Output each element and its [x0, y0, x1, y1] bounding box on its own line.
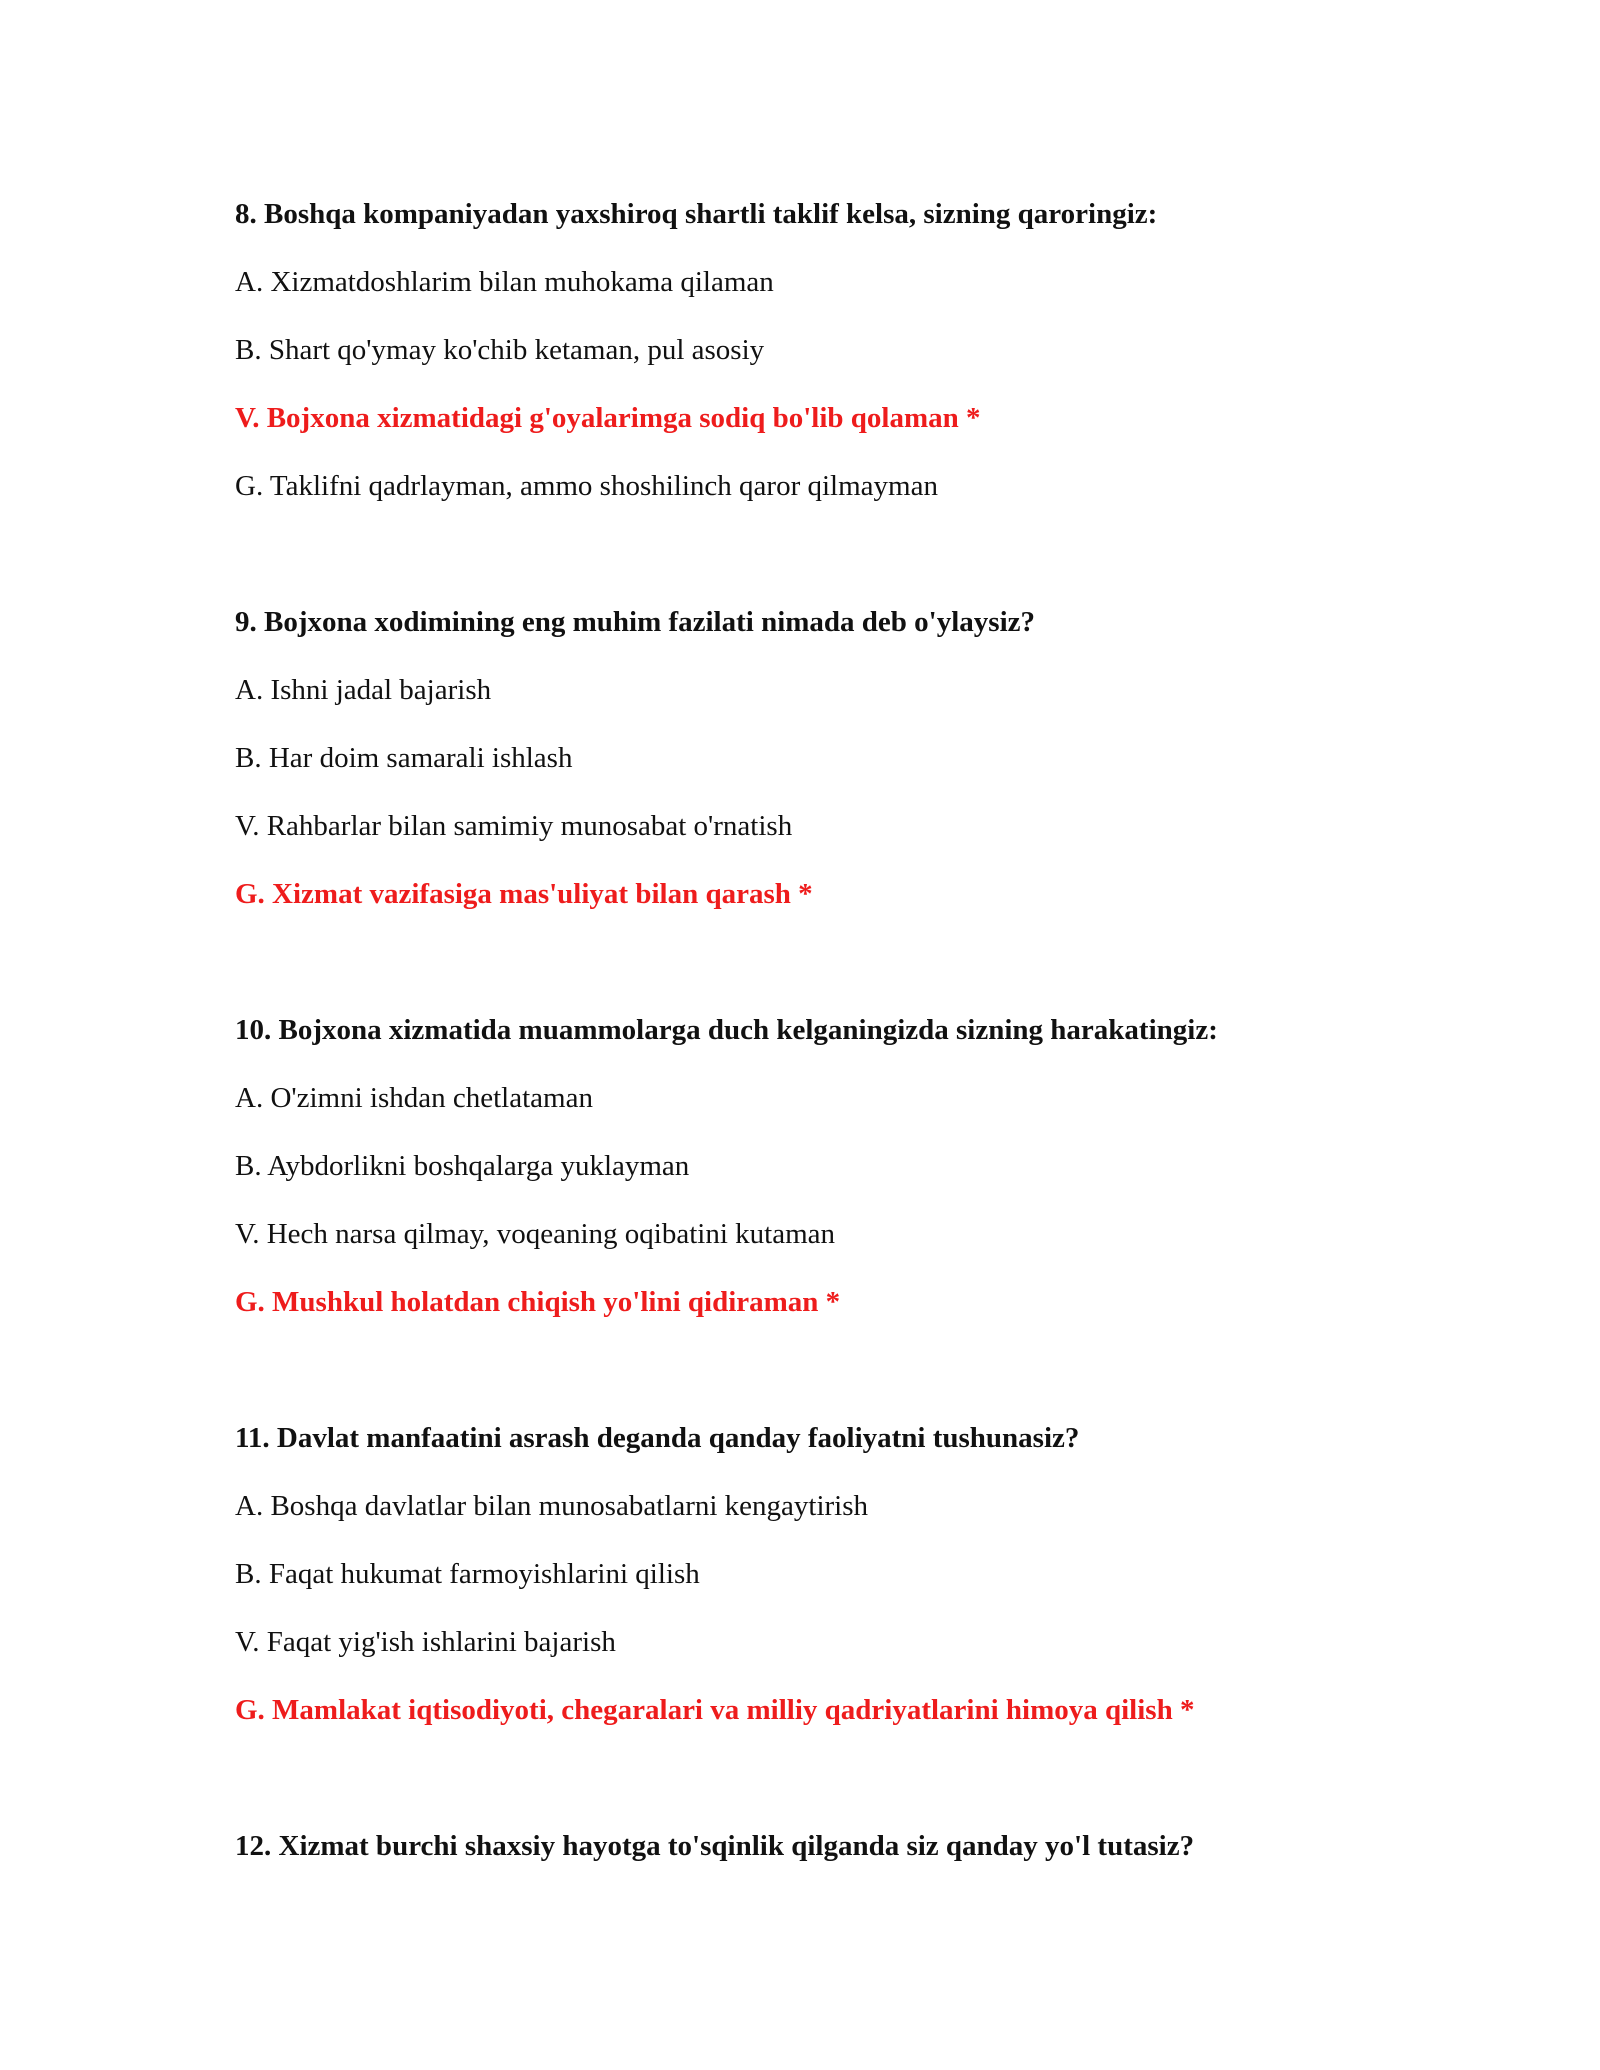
- question-text: 12. Xizmat burchi shaxsiy hayotga to'sqinlik qilganda siz qanday yo'l tutasiz?: [235, 1830, 1195, 1862]
- option-a: A. Boshqa davlatlar bilan munosabatlarni kengaytirish: [235, 1490, 869, 1522]
- question-block-10: [235, 996, 1455, 1336]
- option-a: A. Xizmatdoshlarim bilan muhokama qilaman: [235, 266, 774, 298]
- option-g: G. Taklifni qadrlayman, ammo shoshilinch qaror qilmayman: [235, 470, 938, 502]
- question-block-12: [235, 1812, 1455, 1880]
- quiz-content: [235, 180, 1455, 1948]
- question-text: 9. Bojxona xodimining eng muhim fazilati nimada deb o'ylaysiz?: [235, 606, 1036, 638]
- option-b: B. Aybdorlikni boshqalarga yuklayman: [235, 1150, 690, 1182]
- option-v-correct-answer: V. Bojxona xizmatidagi g'oyalarimga sodiq bo'lib qolaman *: [235, 402, 981, 434]
- option-v: V. Hech narsa qilmay, voqeaning oqibatini kutaman: [235, 1218, 835, 1250]
- question-block-9: [235, 588, 1455, 928]
- question-text: 11. Davlat manfaatini asrash deganda qanday faoliyatni tushunasiz?: [235, 1422, 1080, 1454]
- option-g-correct-answer: G. Xizmat vazifasiga mas'uliyat bilan qarash *: [235, 878, 813, 910]
- option-a: A. Ishni jadal bajarish: [235, 674, 492, 706]
- option-b: B. Faqat hukumat farmoyishlarini qilish: [235, 1558, 700, 1590]
- option-v: V. Rahbarlar bilan samimiy munosabat o'rnatish: [235, 810, 793, 842]
- question-block-11: [235, 1404, 1455, 1744]
- option-g-correct-answer: G. Mushkul holatdan chiqish yo'lini qidiraman *: [235, 1286, 841, 1318]
- question-text: 10. Bojxona xizmatida muammolarga duch kelganingizda sizning harakatingiz:: [235, 1014, 1218, 1046]
- option-v: V. Faqat yig'ish ishlarini bajarish: [235, 1626, 616, 1658]
- option-b: B. Har doim samarali ishlash: [235, 742, 573, 774]
- question-text: 8. Boshqa kompaniyadan yaxshiroq shartli taklif kelsa, sizning qaroringiz:: [235, 198, 1158, 230]
- option-a: A. O'zimni ishdan chetlataman: [235, 1082, 593, 1114]
- option-g-correct-answer: G. Mamlakat iqtisodiyoti, chegaralari va milliy qadriyatlarini himoya qilish *: [235, 1694, 1195, 1726]
- option-b: B. Shart qo'ymay ko'chib ketaman, pul asosiy: [235, 334, 765, 366]
- question-block-8: [235, 180, 1455, 520]
